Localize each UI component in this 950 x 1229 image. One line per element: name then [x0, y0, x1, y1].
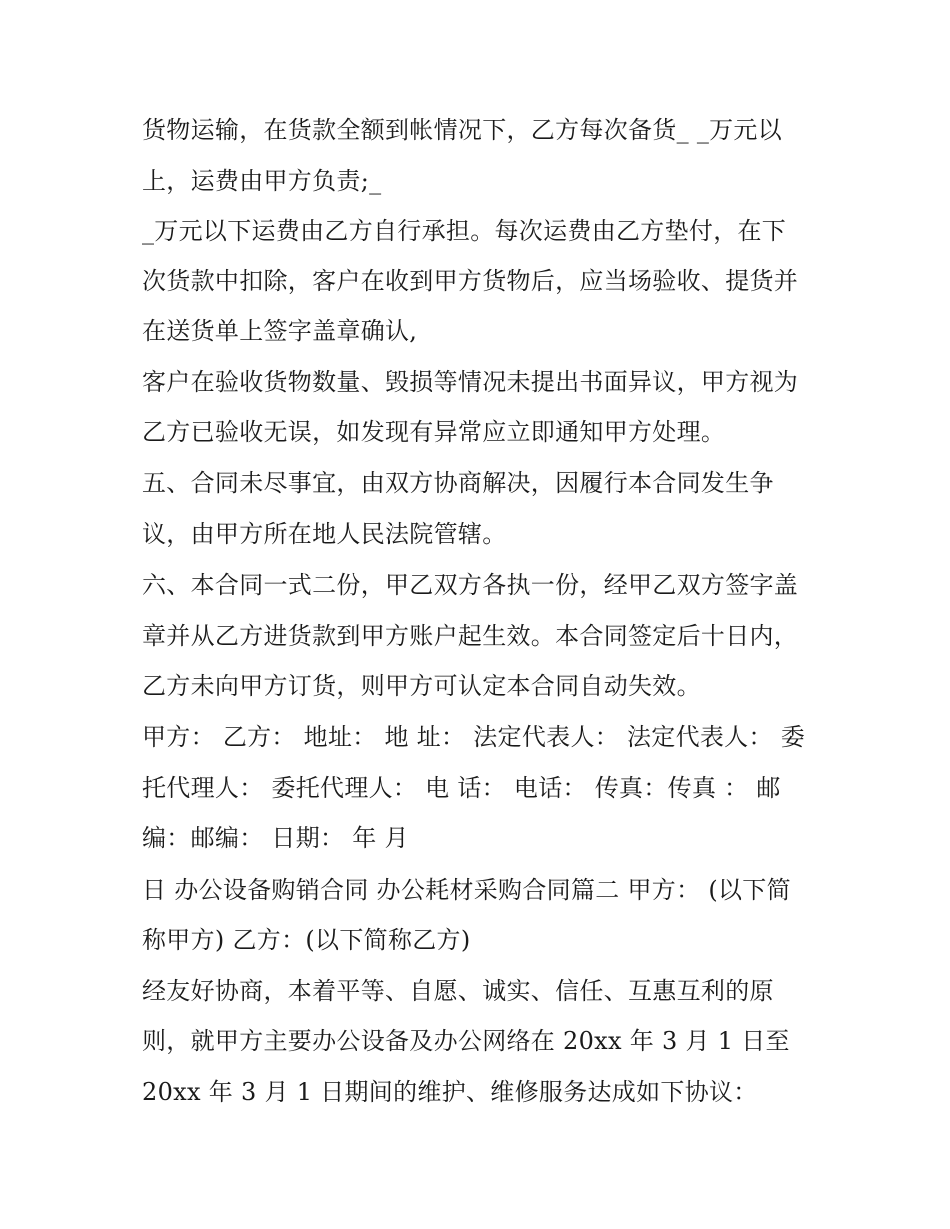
- text-line: 五、合同未尽事宜，由双方协商解决，因履行本合同发生争: [142, 469, 774, 497]
- text-line: 日 办公设备购销合同 办公耗材采购合同篇二 甲方： (以下简: [142, 876, 791, 904]
- text-line: _万元以下运费由乙方自行承担。每次运费由乙方垫付，在下: [142, 217, 787, 245]
- text-line: 货物运输，在货款全额到帐情况下，乙方每次备货_ _万元以: [142, 116, 783, 144]
- text-line: 乙方未向甲方订货，则甲方可认定本合同自动失效。: [142, 672, 701, 700]
- text-line: 上，运费由甲方负责;_: [142, 167, 382, 195]
- text-line: 甲方： 乙方： 地址： 地 址： 法定代表人： 法定代表人： 委: [142, 723, 806, 751]
- text-line: 次货款中扣除，客户在收到甲方货物后，应当场验收、提货并: [142, 267, 799, 295]
- text-line: 托代理人： 委托代理人： 电 话： 电话： 传真：传真 ： 邮: [142, 774, 781, 802]
- text-line: 客户在验收货物数量、毁损等情况未提出书面异议，甲方视为: [142, 368, 799, 396]
- text-line: 议，由甲方所在地人民法院管辖。: [142, 520, 507, 548]
- text-line: 经友好协商，本着平等、自愿、诚实、信任、互惠互利的原: [142, 977, 774, 1005]
- text-line: 20xx 年 3 月 1 日期间的维护、维修服务达成如下协议：: [142, 1078, 758, 1106]
- text-line: 则，就甲方主要办公设备及办公网络在 20xx 年 3 月 1 日至: [142, 1027, 790, 1055]
- text-line: 称甲方) 乙方：(以下简称乙方): [142, 926, 471, 954]
- text-line: 编：邮编： 日期： 年 月: [142, 824, 409, 852]
- text-line: 在送货单上签字盖章确认,: [142, 317, 418, 345]
- text-line: 六、本合同一式二份，甲乙双方各执一份，经甲乙双方签字盖: [142, 571, 799, 599]
- text-line: 章并从乙方进货款到甲方账户起生效。本合同签定后十日内，: [142, 622, 799, 650]
- text-line: 乙方已验收无误，如发现有异常应立即通知甲方处理。: [142, 418, 726, 446]
